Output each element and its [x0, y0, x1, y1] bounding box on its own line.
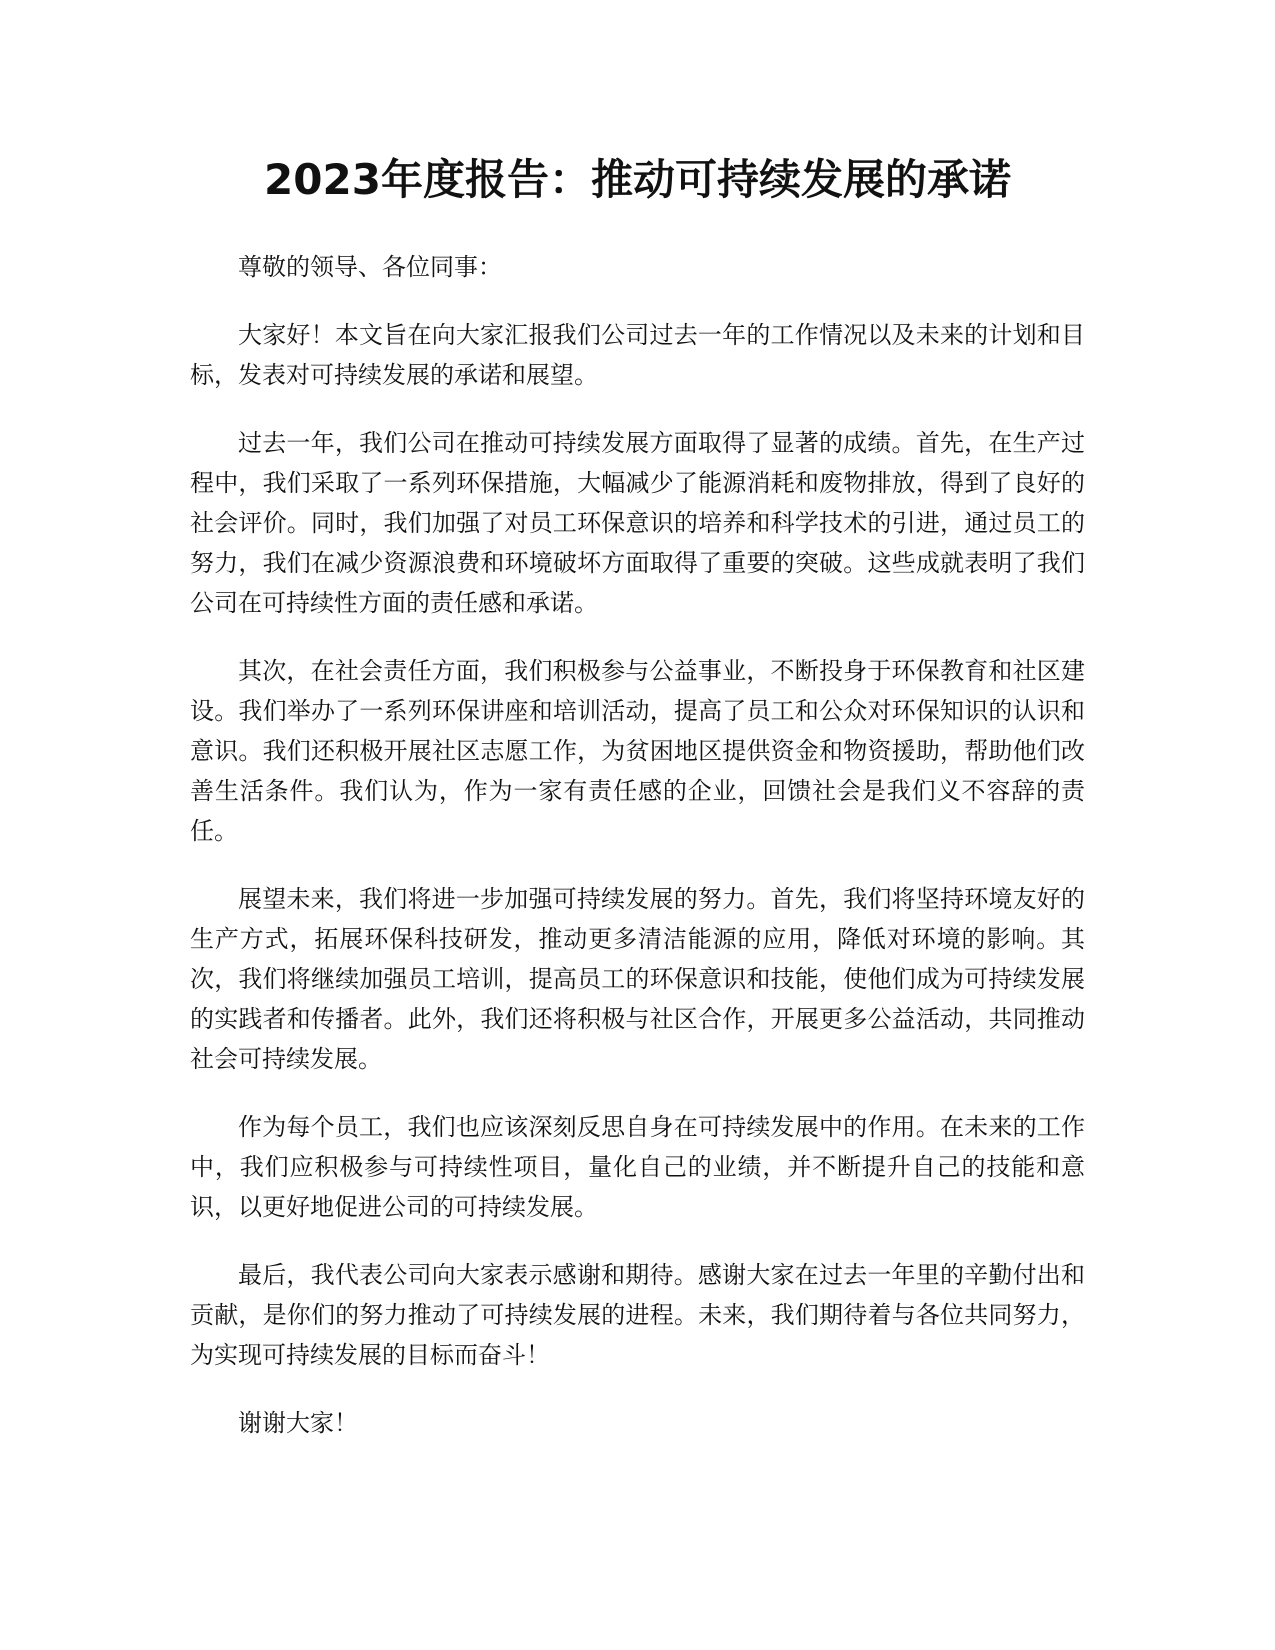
social-responsibility-paragraph: 其次，在社会责任方面，我们积极参与公益事业，不断投身于环保教育和社区建设。我们举办了一系列环保讲座和培训活动，提高了员工和公众对环保知识的认识和意识。我们还积极开展社区志愿工作，为贫困地区提供资金和物资援助，帮助他们改善生活条件。我们认为，作为一家有责任感的企业，回馈社会是我们义不容辞的责任。 — [190, 657, 1085, 845]
document-body — [190, 247, 1085, 1443]
closing-paragraph: 谢谢大家！ — [238, 1409, 358, 1437]
achievements-paragraph: 过去一年，我们公司在推动可持续发展方面取得了显著的成绩。首先，在生产过程中，我们采取了一系列环保措施，大幅减少了能源消耗和废物排放，得到了良好的社会评价。同时，我们加强了对员工环保意识的培养和科学技术的引进，通过员工的努力，我们在减少资源浪费和环境破坏方面取得了重要的突破。这些成就表明了我们公司在可持续性方面的责任感和承诺。 — [190, 429, 1085, 617]
thanks-paragraph: 最后，我代表公司向大家表示感谢和期待。感谢大家在过去一年里的辛勤付出和贡献，是你们的努力推动了可持续发展的进程。未来，我们期待着与各位共同努力，为实现可持续发展的目标而奋斗！ — [190, 1261, 1085, 1369]
document-title: 2023年度报告：推动可持续发展的承诺 — [264, 155, 1011, 204]
employee-role-paragraph: 作为每个员工，我们也应该深刻反思自身在可持续发展中的作用。在未来的工作中，我们应积极参与可持续性项目，量化自己的业绩，并不断提升自己的技能和意识，以更好地促进公司的可持续发展。 — [190, 1113, 1085, 1221]
future-outlook-paragraph: 展望未来，我们将进一步加强可持续发展的努力。首先，我们将坚持环境友好的生产方式，拓展环保科技研发，推动更多清洁能源的应用，降低对环境的影响。其次，我们将继续加强员工培训，提高员工的环保意识和技能，使他们成为可持续发展的实践者和传播者。此外，我们还将积极与社区合作，开展更多公益活动，共同推动社会可持续发展。 — [190, 885, 1085, 1073]
salutation-paragraph: 尊敬的领导、各位同事： — [238, 253, 502, 281]
greeting-paragraph: 大家好！本文旨在向大家汇报我们公司过去一年的工作情况以及未来的计划和目标，发表对可持续发展的承诺和展望。 — [190, 321, 1085, 389]
